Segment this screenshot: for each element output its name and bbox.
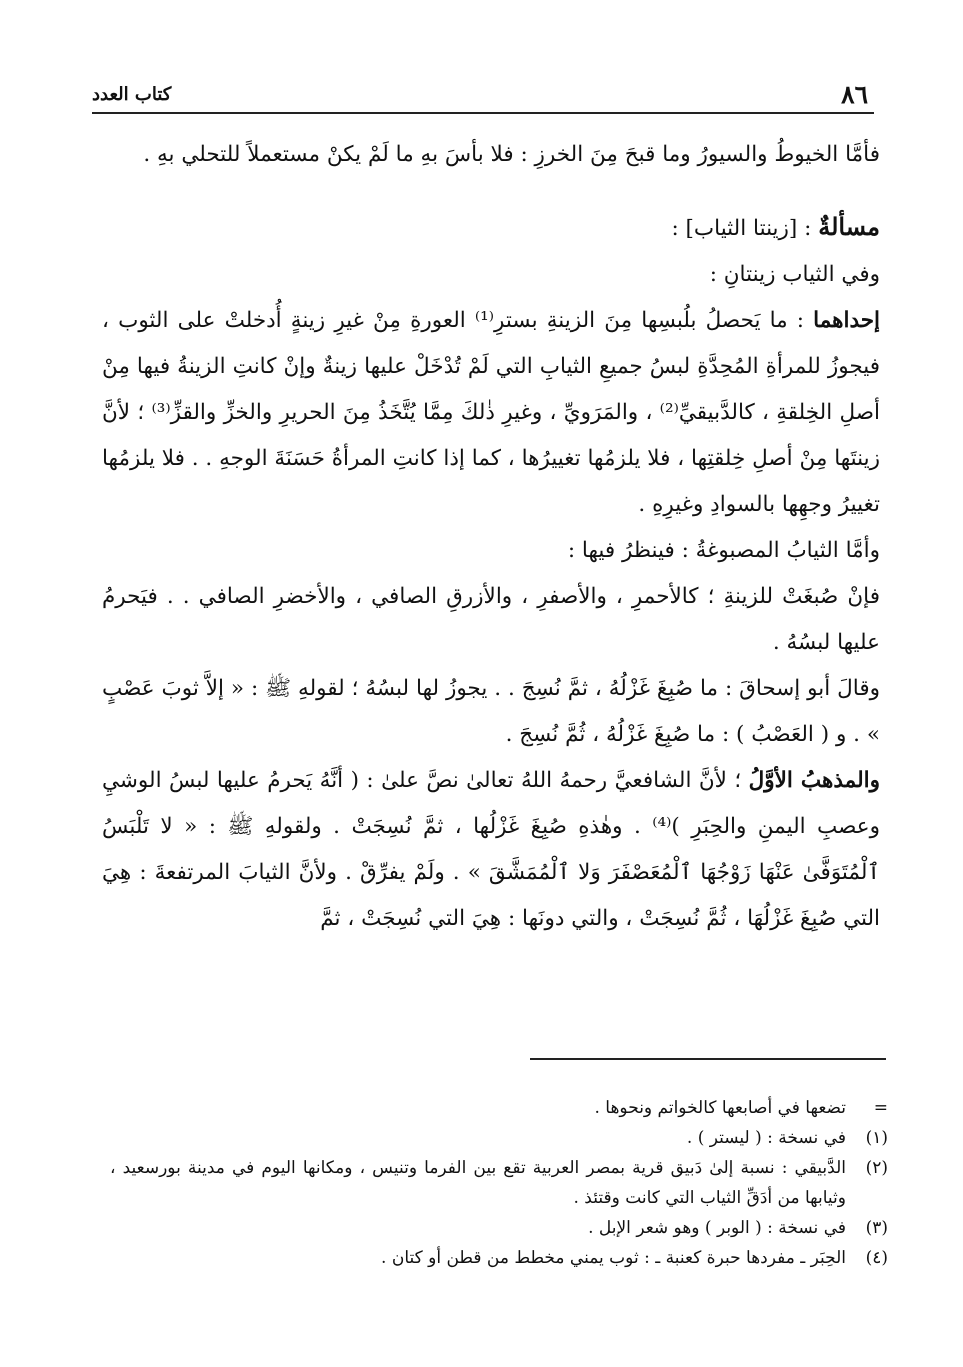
footnote-text: تضعها في أصابعها كالخواتم ونحوها . [594,1098,846,1118]
footnote-mark: (٤) [865,1248,888,1268]
paragraph-8-label: والمذهبُ الأوَّلُ [748,768,881,793]
page-header [92,78,874,114]
paragraph-6: فإنْ صُبغَتْ للزينةِ ؛ كالأحمرِ ، والأصفرِ ، والأزرقِ الصافي ، والأخضرِ الصافي . . فيَحرمُ عليها لبسُهُ . [102,584,880,655]
paragraph-8 [102,758,880,942]
paragraph-4-label: إحداهما [813,308,881,333]
section-heading-text: : [زينتا الثياب] : [671,216,819,241]
footnote-mark: (١) [865,1128,888,1148]
footnote-text: في نسخة : ( ليستر ) . [686,1128,846,1148]
footnote-item [110,1093,888,1123]
footnote-item [110,1243,888,1273]
main-text [102,132,880,942]
footnote-text: الحِبَر ـ مفردها حبرة كعنبة ـ : ثوب يمني مخطط من قطن أو كتان . [381,1248,846,1268]
paragraph-4 [102,298,880,528]
footnote-mark: (٣) [865,1218,888,1238]
section-heading-label: مسألةٌ [818,212,880,241]
footnote-text: الدَّبيقي : نسبة إلىٰ دَبيق قرية بمصر العربية تقع بين الفرما وتنيس ، ومكانها اليوم في مدينة بورسعيد ، وثيابها من أدَقِّ الثياب التي كانت وقتئذ . [110,1158,846,1208]
paragraph-8-text: ؛ لأنَّ الشافعيَّ رحمهُ اللهُ تعالىٰ نصَّ علىٰ : ( أنَّهُ يَحرمُ عليها لبسُ الوشيِ وعصبِ اليمنِ والحِبَرِ )⁽⁴⁾ . وهٰذهِ صُبِغَ غَزْلُها ، ثمَّ نُسِجَتْ . ولقولهِ ﷺ : « لا تَلْبَسُ ٱلْمُتَوَفَّىٰ عَنْهَا زَوْجُهَا ٱلْمُعَصْفَرَ وَلا ٱلْمُمَشَّقَ » . ولَمْ يفرِّقْ . ولأنَّ الثيابَ المرتفعةَ : هِيَ التي صُبِغَ غَزْلُهَا ، ثُمَّ نُسِجَتْ ، والتي دونَها : هِيَ التي نُسِجَتْ ، ثمَّ [102,768,880,931]
footnote-mark: (٢) [865,1158,888,1178]
paragraph-4-text: : ما يَحصلُ بلُبسِها مِنَ الزينةِ بسترِ⁽¹⁾ العورةِ مِنْ غيرِ زينةٍ أُدخلتْ على الثوب ، فيجوزُ للمرأةِ المُحِدَّةِ لبسُ جميعِ الثيابِ التي لَمْ تُدْخَلْ عليها زينةٌ وإنْ كانتِ الزينةُ فيها مِنْ أصلِ الخِلقةِ ، كالدَّبيقيِّ⁽²⁾ ، والمَرَويِّ ، وغيرِ ذٰلكَ مِمَّا يُتَّخَذُ مِنَ الحريرِ والخزِّ والقزِّ⁽³⁾ ؛ لأنَّ زينتَها مِنْ أصلِ خِلقتِها ، فلا يلزمُها تغييرُها ، كما إذا كانتِ المرأةُ حَسَنَةَ الوجهِ . . فلا يلزمُها تغييرُ وجهِها بالسوادِ وغيرِهِ . [102,308,880,517]
footnote-item [110,1123,888,1153]
footnotes [110,1093,888,1273]
page-number: ٨٦ [841,80,868,109]
paragraph-1: فأمَّا الخيوطُ والسيورُ وما قبحَ مِنَ الخرزِ : فلا بأسَ بهِ ما لَمْ يكنْ مستعملاً للتحلي بهِ . [143,142,880,167]
running-title: كتاب العدد [92,84,172,105]
footnote-mark: = [873,1098,888,1118]
footnote-item [110,1213,888,1243]
footnote-text: في نسخة : ( الوبر ) وهو شعر الإبل . [588,1218,846,1238]
paragraph-5: وأمَّا الثيابُ المصبوغةُ : فينظرُ فيها : [567,538,880,563]
footnote-item [110,1153,888,1213]
paragraph-2 [102,204,880,252]
footnote-separator [530,1058,886,1060]
paragraph-7: وقالَ أبو إسحاقَ : ما صُبِغَ غَزْلُهُ ، ثمَّ نُسِجَ . . يجوزُ لها لبسُهُ ؛ لقولهِ ﷺ : « إلاَّ ثوبَ عَصْبٍ » . و ( العَصْبُ ) : ما صُبِغَ غَزْلُهُ ، ثُمَّ نُسِجَ . [102,676,880,747]
paragraph-3: وفي الثياب زينتانِ : [709,262,880,287]
